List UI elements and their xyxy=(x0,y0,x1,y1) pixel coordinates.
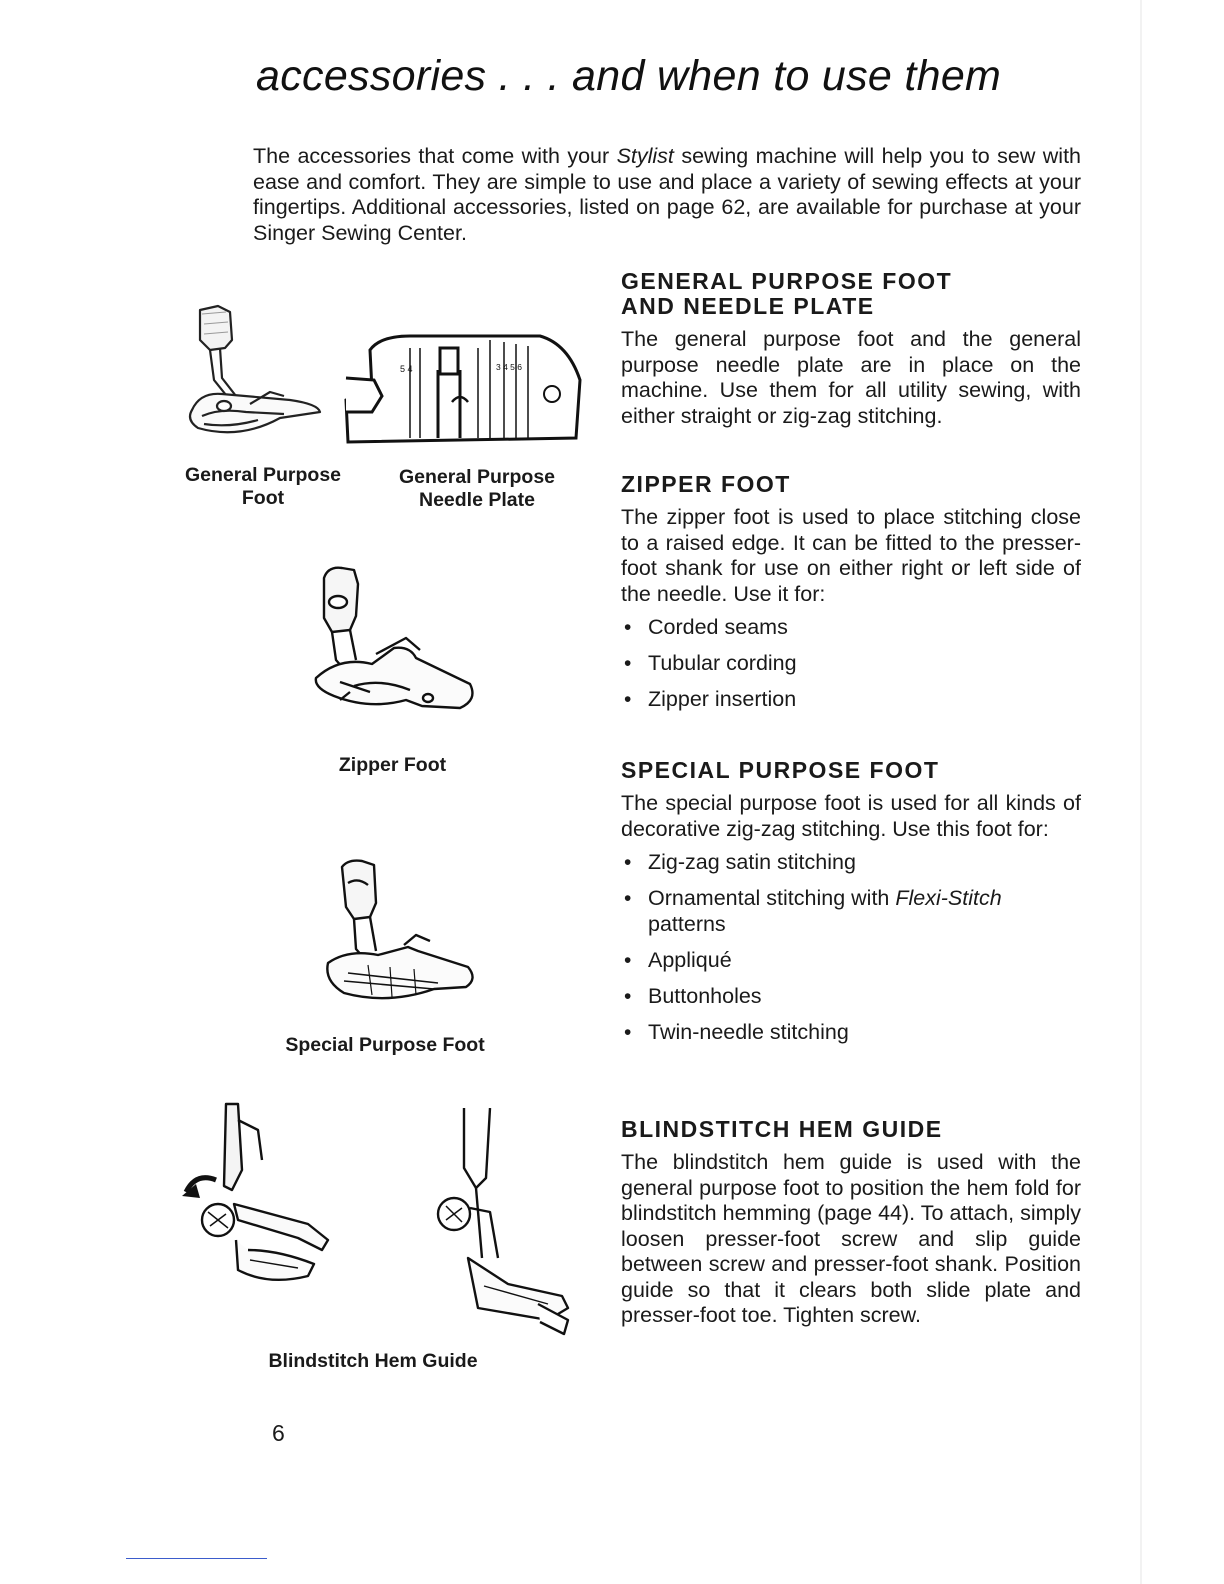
special-purpose-list xyxy=(621,850,1081,1045)
gp-foot-caption: General Purpose Foot xyxy=(184,464,342,509)
special-purpose-foot-illustration xyxy=(318,855,488,1025)
general-purpose-body: The general purpose foot and the general purpose needle plate are in place on the machine. Use them for all utility sewing, with either straight or zig-zag stitching. xyxy=(621,327,1081,428)
needle-plate-marks-right: 3 4 5 6 xyxy=(496,362,522,372)
general-purpose-needle-plate-illustration xyxy=(340,330,590,450)
blindstitch-hem-guide-illustration-right xyxy=(428,1108,588,1348)
needle-plate-marks-left: 5 4 xyxy=(400,364,413,374)
intro-paragraph: The accessories that come with your Stylist sewing machine will help you to sew with ease and comfort. They are simple to use and place a variety of sewing effects at your fingertips. Additional accessories, listed on page 62, are available for purchase at your Singer Sewing Center. xyxy=(253,144,1081,245)
special-purpose-foot-caption: Special Purpose Foot xyxy=(285,1034,485,1056)
section-special-purpose-foot xyxy=(621,758,1081,1056)
page-title: accessories . . . and when to use them xyxy=(256,52,1002,100)
special-purpose-heading: SPECIAL PURPOSE FOOT xyxy=(621,757,940,783)
gp-plate-caption: General Purpose Needle Plate xyxy=(398,466,556,511)
zipper-foot-body: The zipper foot is used to place stitching close to a raised edge. It can be fitted to the presser-foot shank for use on either right or left side of the needle. Use it for: xyxy=(621,505,1081,606)
list-item: • Zipper insertion xyxy=(624,687,797,711)
list-item: • Appliqué xyxy=(624,947,732,972)
zipper-foot-caption: Zipper Foot xyxy=(338,754,447,776)
section-blindstitch-hem-guide xyxy=(621,1117,1081,1329)
list-item: • Tubular cording xyxy=(624,651,797,675)
blindstitch-hem-guide-illustration-left xyxy=(178,1100,358,1300)
section-zipper-foot xyxy=(621,472,1081,723)
page-edge-shadow xyxy=(1140,0,1142,1584)
list-item: • Ornamental stitching with Flexi-Stitch patterns xyxy=(624,886,1002,936)
blindstitch-heading: BLINDSTITCH HEM GUIDE xyxy=(621,1116,943,1142)
zipper-foot-illustration xyxy=(310,560,490,740)
zipper-foot-list xyxy=(621,615,1081,713)
stylist-brand: Stylist xyxy=(616,144,674,168)
zipper-foot-heading: ZIPPER FOOT xyxy=(621,471,791,497)
blindstitch-hem-guide-caption: Blindstitch Hem Guide xyxy=(268,1350,478,1372)
special-purpose-body: The special purpose foot is used for all kinds of decorative zig-zag stitching. Use this foot for: xyxy=(621,791,1081,841)
list-item: • Zig-zag satin stitching xyxy=(624,850,856,874)
page-number: 6 xyxy=(272,1420,285,1446)
section-general-purpose xyxy=(621,269,1081,429)
footer-rule xyxy=(126,1558,267,1559)
general-purpose-foot-illustration xyxy=(180,300,330,450)
list-item: • Corded seams xyxy=(624,615,788,639)
list-item: • Buttonholes xyxy=(624,983,762,1008)
list-item: • Twin-needle stitching xyxy=(624,1019,849,1044)
blindstitch-body: The blindstitch hem guide is used with the general purpose foot to position the hem fold for blindstitch hemming (page 44). To attach, simply loosen presser-foot screw and slip guide between screw and presser-foot shank. Position guide so that it clears both slide plate and presser-foot toe. Tighten screw. xyxy=(621,1150,1081,1327)
general-purpose-heading: GENERAL PURPOSE FOOT AND NEEDLE PLATE xyxy=(621,268,953,319)
